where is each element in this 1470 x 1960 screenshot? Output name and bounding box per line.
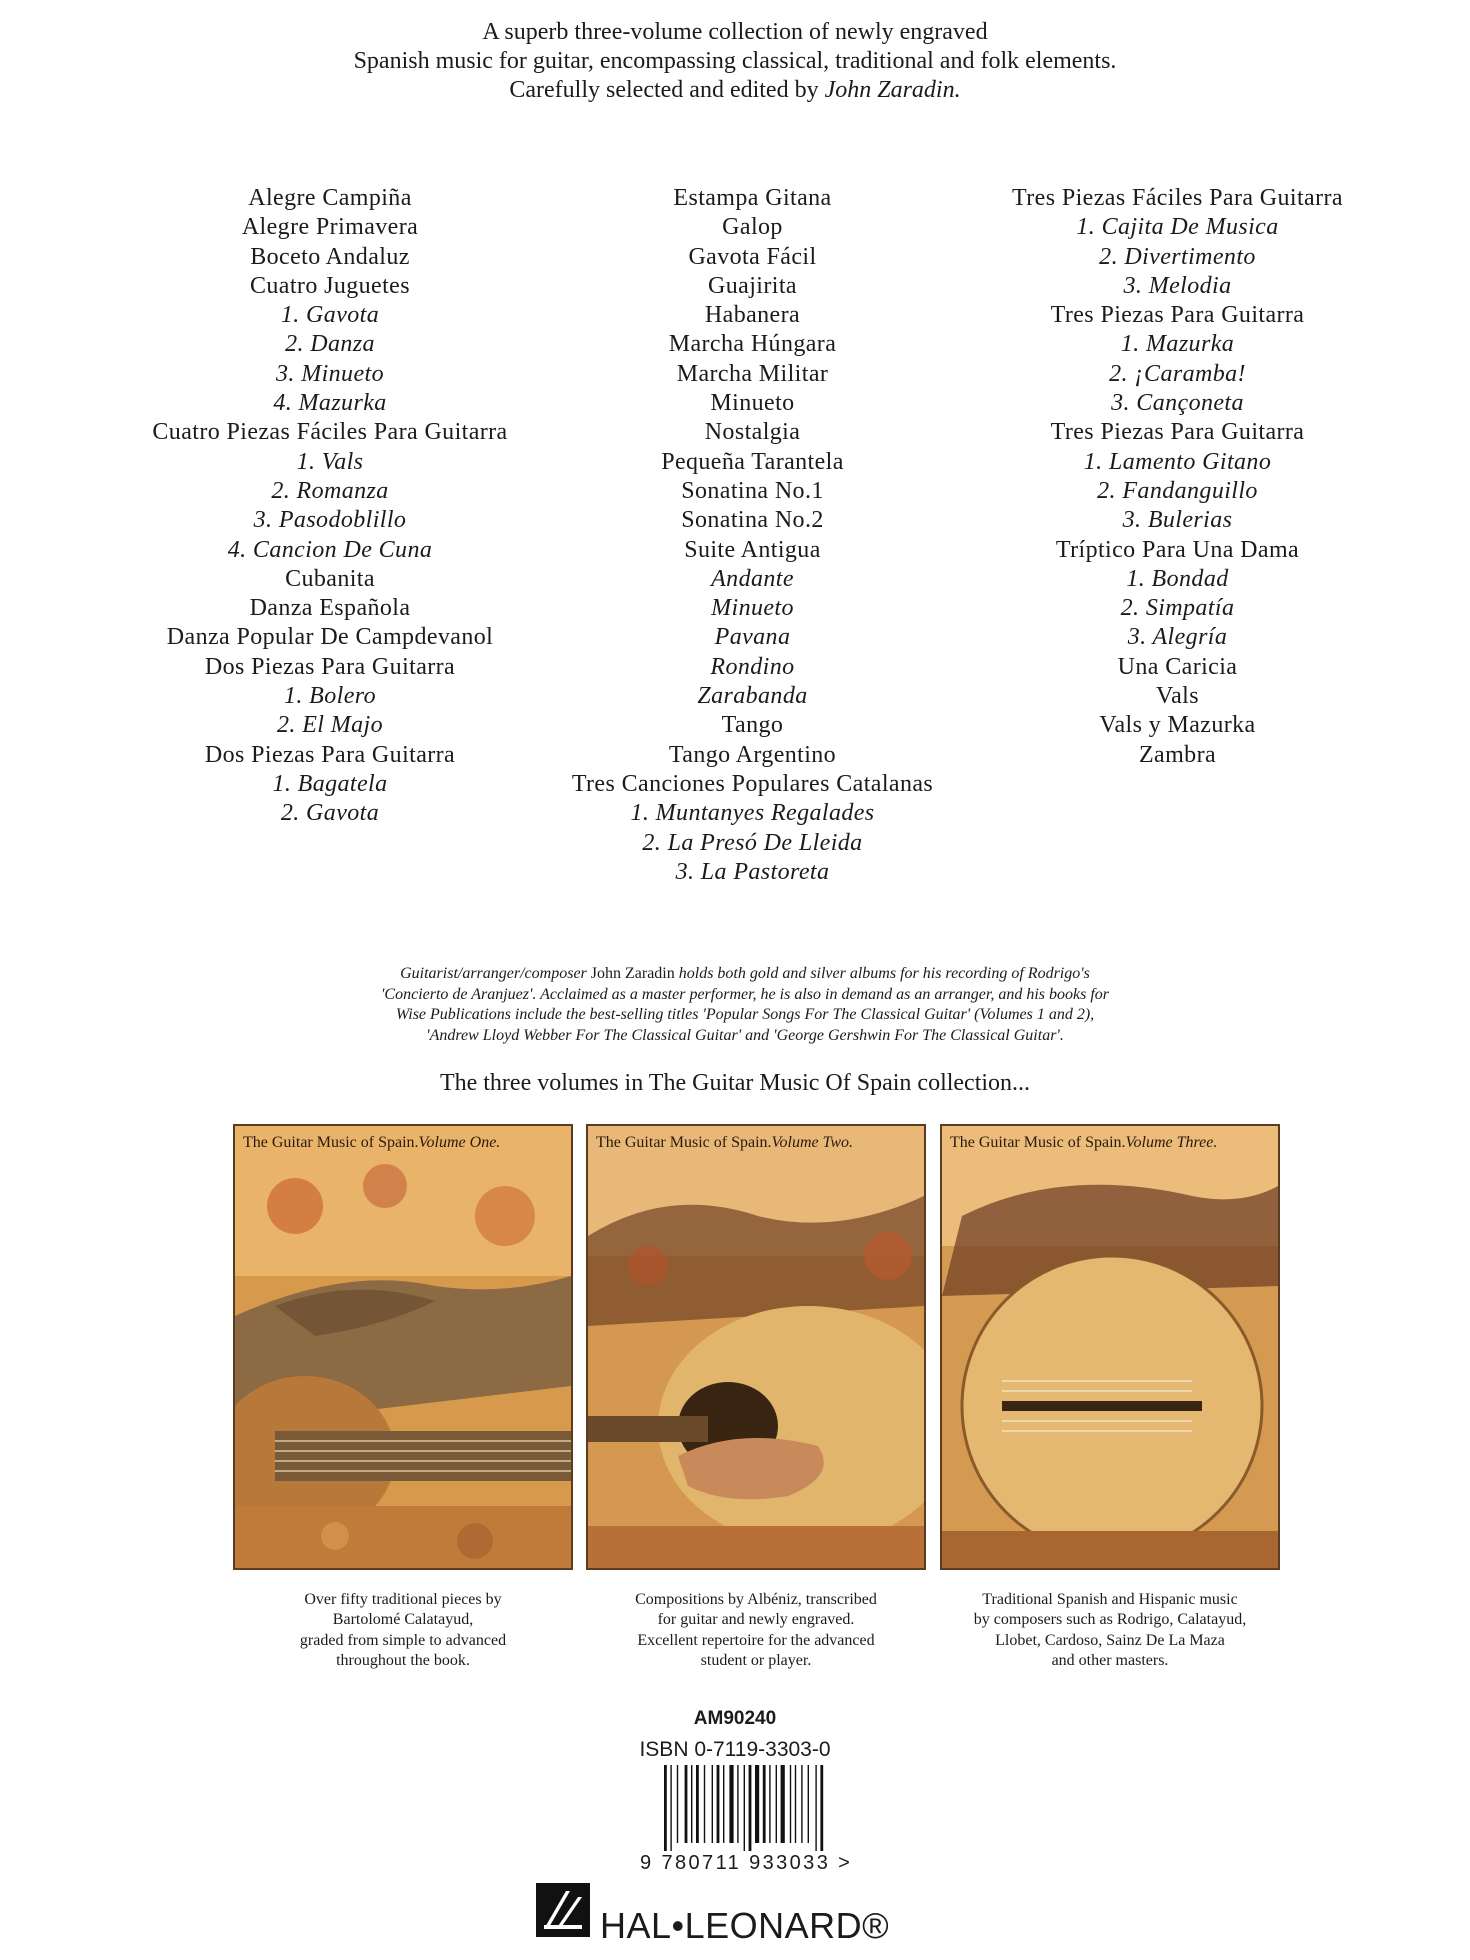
contents-subitem: 3. Pasodoblillo: [253, 507, 407, 534]
contents-subitem: 1. Mazurka: [1120, 331, 1235, 358]
publisher-logo-text: HAL•LEONARD®: [600, 1905, 890, 1946]
caption-line: throughout the book.: [336, 1651, 470, 1669]
product-code: AM90240: [693, 1708, 777, 1729]
barcode-bar: [737, 1765, 738, 1843]
contents-subitem: 3. Bulerias: [1122, 507, 1233, 534]
contents-item: Vals y Mazurka: [1099, 712, 1256, 739]
volume-one-cover-art: [235, 1126, 571, 1568]
barcode-bar: [723, 1765, 724, 1843]
volume-one-series: The Guitar Music of Spain.: [243, 1134, 419, 1151]
volume-three-cover-title: [950, 1134, 1270, 1152]
caption-line: Llobet, Cardoso, Sainz De La Maza: [995, 1631, 1225, 1649]
contents-item: Guajirita: [708, 272, 797, 299]
contents-subitem: 1. Cajita De Musica: [1076, 214, 1279, 241]
contents-item: Minueto: [710, 390, 795, 417]
caption-line: by composers such as Rodrigo, Calatayud,: [973, 1611, 1247, 1629]
contents-subitem: 1. Bolero: [283, 683, 377, 710]
contents-item: Danza Española: [249, 595, 411, 622]
intro-line-2: Spanish music for guitar, encompassing classical, traditional and folk elements.: [353, 48, 1117, 74]
contents-subitem: 2. ¡Caramba!: [1109, 360, 1246, 387]
contents-item: Tres Piezas Para Guitarra: [1050, 302, 1305, 329]
contents-subitem: 1. Bondad: [1126, 565, 1229, 592]
barcode-bar: [670, 1765, 671, 1851]
volume-two-label: Volume Two.: [771, 1134, 854, 1151]
contents-subitem: 4. Cancion De Cuna: [227, 536, 433, 563]
bio-author-name: John Zaradin: [590, 965, 675, 982]
caption-line: student or player.: [700, 1651, 812, 1669]
caption-line: Compositions by Albéniz, transcribed: [635, 1591, 877, 1608]
contents-item: Cuatro Juguetes: [250, 272, 410, 299]
contents-subitem: Pavana: [714, 624, 791, 651]
contents-subitem: 3. Minueto: [276, 360, 384, 387]
contents-subitem: 2. Simpatía: [1120, 595, 1235, 622]
contents-item: Tríptico Para Una Dama: [1055, 536, 1300, 563]
contents-subitem: 4. Mazurka: [273, 390, 387, 417]
contents-item: Marcha Militar: [676, 360, 829, 387]
contents-subitem: 1. Vals: [296, 448, 364, 475]
barcode-bar: [808, 1765, 809, 1843]
barcode-bar: [781, 1765, 785, 1843]
volume-two-cover-art: [588, 1126, 924, 1568]
intro-line-3-prefix: Carefully selected and edited by: [509, 77, 819, 103]
contents-item: Tango Argentino: [668, 741, 837, 768]
volumes-heading: The three volumes in The Guitar Music Of Spain collection...: [439, 1070, 1031, 1096]
barcode-bar: [795, 1765, 796, 1843]
caption-line: Bartolomé Calatayud,: [332, 1611, 474, 1629]
caption-line: for guitar and newly engraved.: [657, 1611, 855, 1629]
caption-line: Excellent repertoire for the advanced: [637, 1631, 875, 1649]
volume-one-cover: [233, 1124, 573, 1570]
volume-three-label: Volume Three.: [1125, 1134, 1218, 1151]
caption-line: and other masters.: [1051, 1651, 1169, 1669]
contents-subitem: 1. Gavota: [280, 302, 380, 329]
barcode-bar: [664, 1765, 667, 1851]
barcode-bar: [801, 1765, 802, 1843]
barcode: [660, 1765, 870, 1851]
contents-item: Zambra: [1138, 741, 1217, 768]
barcode-bar: [815, 1765, 816, 1851]
caption-line: Traditional Spanish and Hispanic music: [982, 1591, 1238, 1608]
intro-line-1: A superb three-volume collection of newly engraved: [482, 19, 988, 45]
editor-name: John Zaradin.: [824, 77, 961, 103]
contents-subitem: 2. Danza: [285, 331, 375, 358]
contents-subitem: 2. La Presó De Lleida: [642, 829, 863, 856]
contents-item: Pequeña Tarantela: [661, 448, 844, 475]
volume-three-series: The Guitar Music of Spain.: [950, 1134, 1126, 1151]
barcode-bar: [820, 1765, 823, 1851]
contents-subitem: Zarabanda: [697, 683, 808, 710]
barcode-bar: [744, 1765, 745, 1851]
bio-line-1: [300, 964, 1190, 985]
volume-three-cover: [940, 1124, 1280, 1570]
contents-subitem: 2. Fandanguillo: [1097, 477, 1258, 504]
caption-line: graded from simple to advanced: [299, 1631, 507, 1649]
barcode-bar: [696, 1765, 699, 1843]
volume-one-cover-title: [243, 1134, 563, 1152]
contents-subitem: 2. El Majo: [277, 712, 383, 739]
barcode-bar: [749, 1765, 752, 1851]
contents-column-2: [520, 184, 985, 887]
contents-item: Marcha Húngara: [668, 331, 837, 358]
contents-item: Estampa Gitana: [673, 185, 832, 211]
volume-one-label: Volume One.: [418, 1134, 501, 1151]
volume-three-caption: [940, 1590, 1280, 1671]
barcode-digits: 9 780711 933033 >: [640, 1852, 853, 1874]
barcode-bar: [717, 1765, 720, 1843]
barcode-bar: [755, 1765, 759, 1843]
contents-item: Vals: [1156, 683, 1199, 710]
intro-line-3: [0, 76, 1470, 105]
contents-subitem: 1. Muntanyes Regalades: [630, 800, 875, 827]
contents-item: Boceto Andaluz: [250, 243, 410, 270]
contents-item: Habanera: [704, 302, 801, 329]
barcode-bar: [729, 1765, 733, 1843]
contents-item: Gavota Fácil: [688, 243, 817, 270]
contents-item: Sonatina No.2: [681, 507, 824, 534]
contents-item: Tres Canciones Populares Catalanas: [571, 770, 934, 797]
contents-item: Cubanita: [285, 565, 375, 592]
contents-subitem: 1. Bagatela: [272, 770, 388, 797]
volume-two-caption: [586, 1590, 926, 1671]
barcode-bar: [763, 1765, 766, 1843]
contents-item: Tango: [721, 712, 784, 739]
author-bio: [300, 964, 1190, 1046]
barcode-bar: [704, 1765, 705, 1843]
contents-item: Danza Popular De Campdevanol: [166, 624, 494, 651]
barcode-bar: [685, 1765, 688, 1843]
isbn: ISBN 0-7119-3303-0: [639, 1738, 831, 1761]
barcode-bar: [790, 1765, 791, 1843]
contents-item: Tres Piezas Para Guitarra: [1050, 419, 1305, 446]
volume-two-cover: [586, 1124, 926, 1570]
bio-line-4: 'Andrew Lloyd Webber For The Classical Guitar' and 'George Gershwin For The Classical Guitar'.: [426, 1026, 1064, 1044]
bio-line-1-b: holds both gold and silver albums for his recording of Rodrigo's: [678, 965, 1090, 982]
contents-subitem: 3. Cançoneta: [1111, 390, 1244, 417]
contents-subitem: 2. Gavota: [280, 800, 380, 827]
contents-item: Sonatina No.1: [681, 477, 824, 504]
contents-subitem: 3. La Pastoreta: [675, 858, 830, 885]
contents-item: Dos Piezas Para Guitarra: [204, 741, 456, 768]
bio-line-3: Wise Publications include the best-selling titles 'Popular Songs For The Classical Guitar' (Volumes 1 and 2),: [395, 1006, 1095, 1023]
volume-three-cover-art: [942, 1126, 1278, 1568]
contents-item: Galop: [722, 214, 783, 241]
contents-subitem: 1. Lamento Gitano: [1083, 448, 1272, 475]
volume-two-series: The Guitar Music of Spain.: [596, 1134, 772, 1151]
contents-subitem: Rondino: [710, 653, 795, 680]
barcode-bar: [712, 1765, 713, 1843]
volume-two-cover-title: [596, 1134, 916, 1152]
contents-column-1: [100, 184, 560, 829]
contents-item: Alegre Primavera: [241, 214, 419, 241]
contents-item: Nostalgia: [704, 419, 801, 446]
caption-line: Over fifty traditional pieces by: [304, 1591, 502, 1608]
contents-subitem: 2. Romanza: [271, 477, 389, 504]
contents-subitem: Minueto: [711, 595, 794, 622]
barcode-bar: [691, 1765, 692, 1843]
contents-item: Suite Antigua: [684, 536, 821, 563]
contents-subitem: 2. Divertimento: [1099, 243, 1256, 270]
contents-item: Una Caricia: [1117, 653, 1238, 680]
contents-column-3: [945, 184, 1410, 770]
contents-subitem: 3. Melodia: [1123, 272, 1232, 299]
contents-item: Dos Piezas Para Guitarra: [204, 653, 456, 680]
bio-line-1-a: Guitarist/arranger/composer: [400, 965, 587, 982]
barcode-bar: [677, 1765, 678, 1843]
contents-item: Tres Piezas Fáciles Para Guitarra: [1012, 185, 1343, 211]
contents-subitem: 3. Alegría: [1127, 624, 1228, 651]
contents-item: Cuatro Piezas Fáciles Para Guitarra: [152, 419, 508, 446]
intro-blurb: [0, 18, 1470, 105]
contents-subitem: Andante: [711, 565, 794, 592]
hal-leonard-logo-icon: [536, 1883, 590, 1937]
barcode-bar: [776, 1765, 777, 1843]
volume-one-caption: [233, 1590, 573, 1671]
barcode-bar: [769, 1765, 770, 1843]
contents-item: Alegre Campiña: [248, 185, 412, 211]
bio-line-2: 'Concierto de Aranjuez'. Acclaimed as a master performer, he is also in demand as an arranger, and his books for: [381, 985, 1109, 1003]
